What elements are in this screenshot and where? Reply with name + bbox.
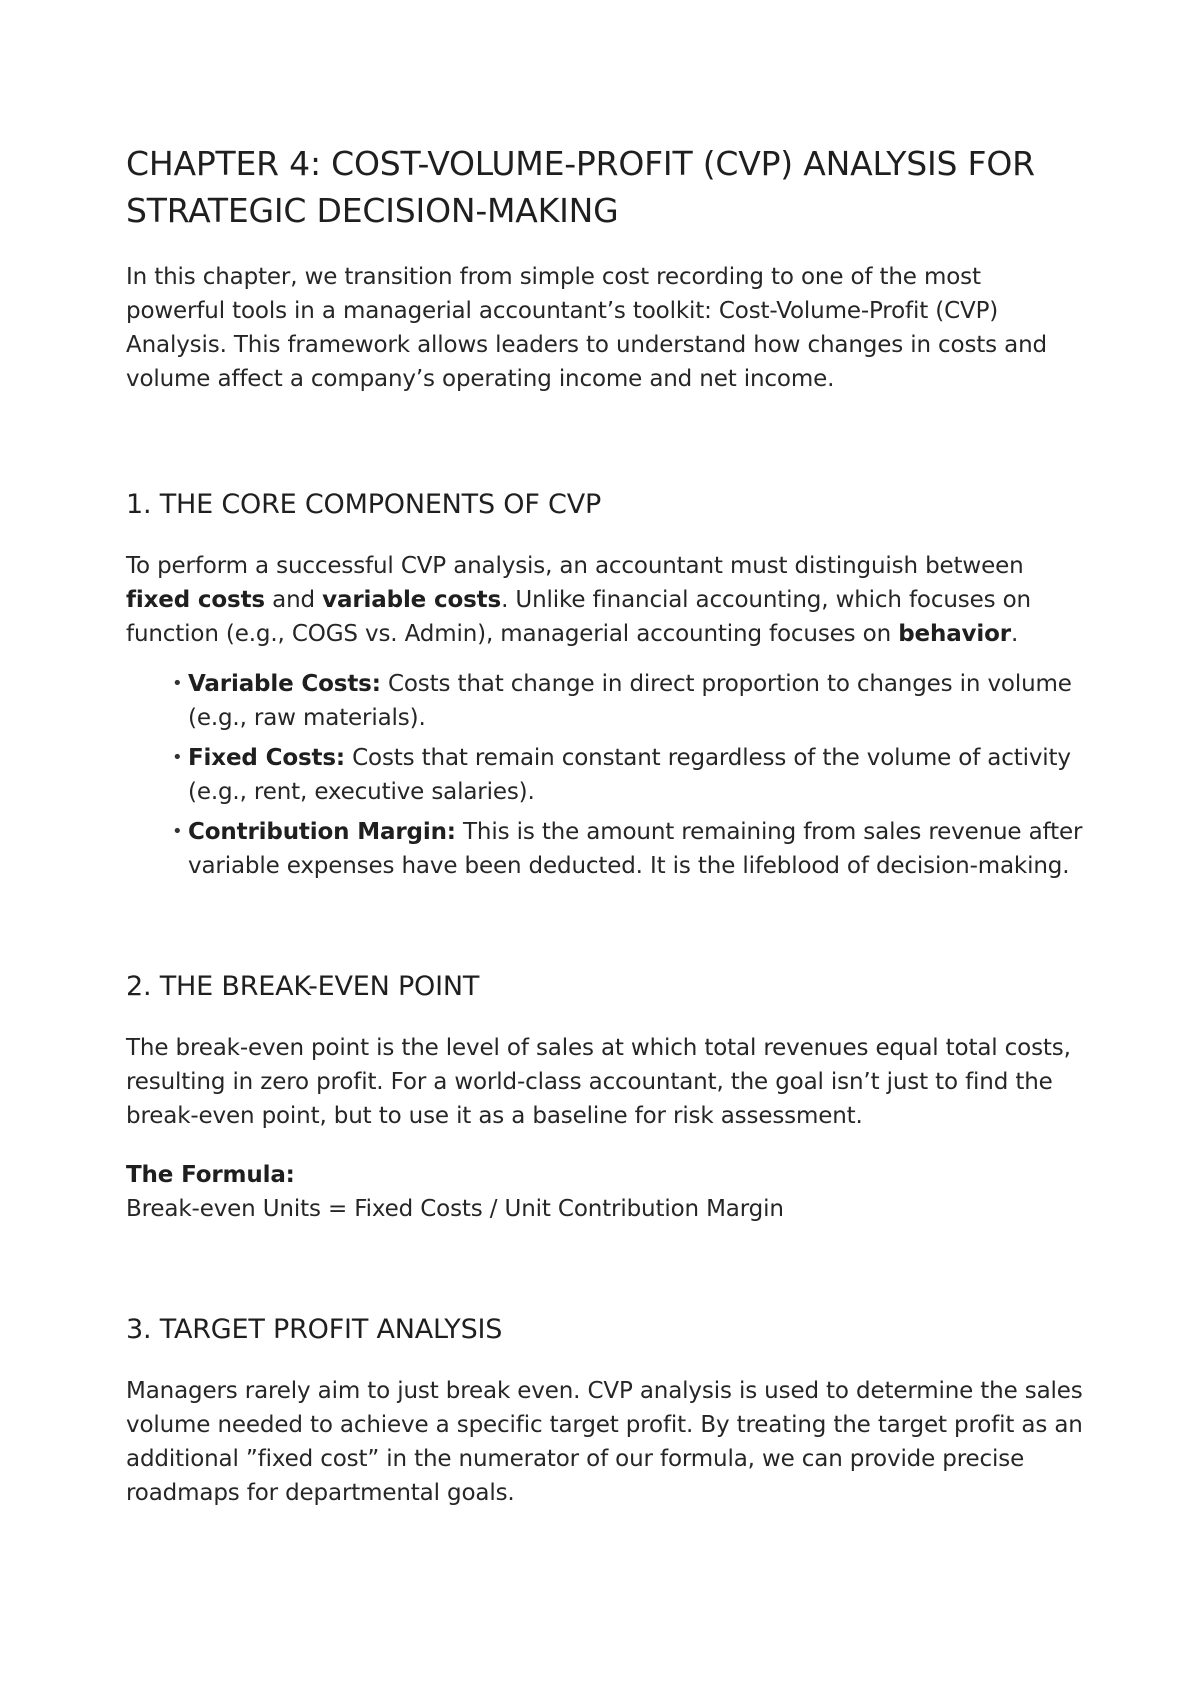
chapter-title: CHAPTER 4: COST-VOLUME-PROFIT (CVP) ANALYSIS FOR STRATEGIC DECISION-MAKING xyxy=(126,144,1035,230)
bullet-icon: • xyxy=(172,747,183,768)
section-heading-core-components: 1. THE CORE COMPONENTS OF CVP xyxy=(126,489,602,520)
list-item-term: Variable Costs: xyxy=(188,671,381,697)
bullet-icon: • xyxy=(172,821,183,842)
section-heading-break-even: 2. THE BREAK-EVEN POINT xyxy=(126,971,480,1002)
list-item-term: Fixed Costs: xyxy=(188,745,345,771)
core-components-paragraph xyxy=(126,549,1086,651)
bold-term-behavior: behavior xyxy=(898,621,1011,647)
formula-text: Break-even Units = Fixed Costs / Unit Contribution Margin xyxy=(126,1196,784,1222)
paragraph-text: To perform a successful CVP analysis, an accountant must distinguish between xyxy=(126,553,1024,579)
document-page xyxy=(126,140,1086,1510)
bold-term-fixed-costs: fixed costs xyxy=(126,587,265,613)
bullet-icon: • xyxy=(172,673,183,694)
formula-block xyxy=(126,1158,1086,1226)
list-item-variable-costs xyxy=(172,667,1086,735)
list-item-text: This is the amount remaining from sales revenue after variable expenses have been deducted. It is the lifeblood of decision-making. xyxy=(188,819,1083,879)
break-even-paragraph: The break-even point is the level of sales at which total revenues equal total costs, resulting in zero profit. For a world-class accountant, the goal isn’t just to find the break-even point, but to use it as a baseline for risk assessment. xyxy=(126,1035,1071,1129)
paragraph-text: . xyxy=(1010,621,1019,647)
paragraph-text: . Unlike financial accounting, which focuses on function (e.g., COGS vs. Admin), managerial accounting focuses on xyxy=(126,587,1031,647)
list-item-term: Contribution Margin: xyxy=(188,819,456,845)
section-heading-target-profit: 3. TARGET PROFIT ANALYSIS xyxy=(126,1314,503,1345)
list-item-contribution-margin xyxy=(172,815,1086,883)
list-item-text: Costs that remain constant regardless of the volume of activity (e.g., rent, executive salaries). xyxy=(188,745,1071,805)
bold-term-variable-costs: variable costs xyxy=(322,587,502,613)
target-profit-paragraph: Managers rarely aim to just break even. CVP analysis is used to determine the sales volume needed to achieve a specific target profit. By treating the target profit as an additional ”fixed cost” in the numerator of our formula, we can provide precise roadmaps for departmental goals. xyxy=(126,1378,1083,1506)
formula-label: The Formula: xyxy=(126,1162,295,1188)
formula-label-line xyxy=(126,1158,1086,1192)
list-item-text: Costs that change in direct proportion to changes in volume (e.g., raw materials). xyxy=(188,671,1072,731)
cvp-components-list xyxy=(126,667,1086,883)
list-item-fixed-costs xyxy=(172,741,1086,809)
paragraph-text: and xyxy=(264,587,323,613)
chapter-intro: In this chapter, we transition from simple cost recording to one of the most powerful tools in a managerial accountant’s toolkit: Cost-Volume-Profit (CVP) Analysis. This framework allows leaders to understand how changes in costs and volume affect a company’s operating income and net income. xyxy=(126,264,1047,392)
